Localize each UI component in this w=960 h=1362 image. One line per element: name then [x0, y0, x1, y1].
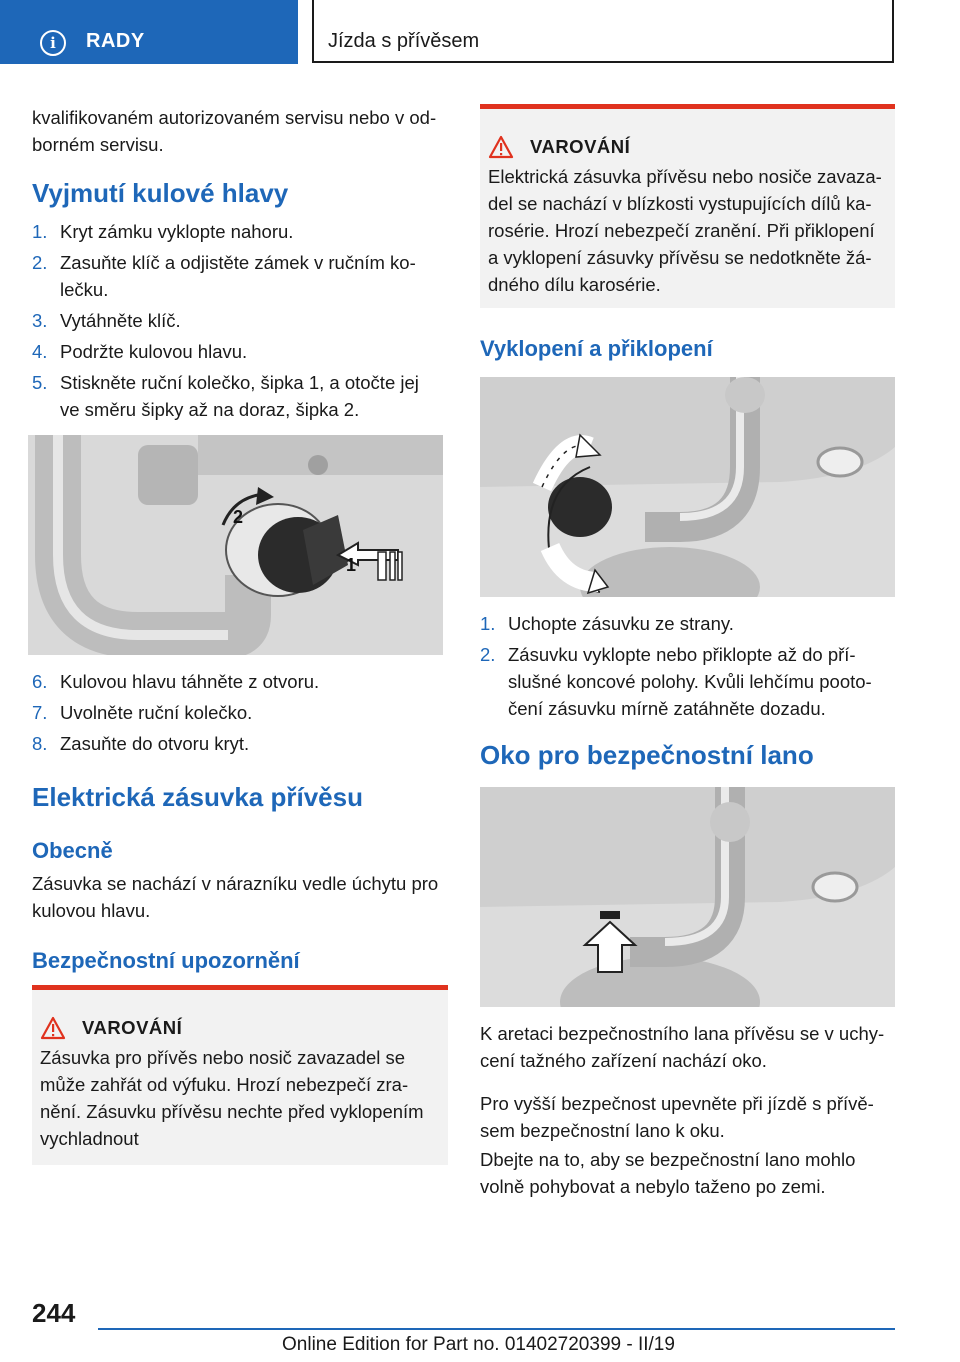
list-item: 1. Kryt zámku vyklopte nahoru. — [32, 221, 294, 242]
list-item: 7. Uvolněte ruční kolečko. — [32, 702, 253, 723]
figure-safety-eye — [480, 787, 895, 1007]
warning-box-2 — [480, 104, 895, 308]
figure-hand-wheel — [28, 435, 443, 655]
safety-heading: Bezpečnostní upozornění — [32, 948, 300, 973]
chapter-title-box — [312, 0, 894, 63]
steps-fold — [480, 610, 895, 726]
eye-text-3: Dbejte na to, aby se bezpečnostní lano mohlo volně pohybovat a nebylo taženo po zemi. — [480, 1149, 856, 1197]
remove-heading: Vyjmutí kulové hlavy — [32, 178, 289, 208]
general-heading: Obecně — [32, 838, 113, 863]
info-icon: i — [40, 30, 66, 56]
list-item: 1. Uchopte zásuvku ze strany. — [480, 613, 734, 634]
safety-eye-illustration — [480, 787, 895, 1007]
list-item: 5. Stiskněte ruční kolečko, šipka 1, a otočte jej ve směru šipky až na doraz, šipka 2. — [32, 372, 419, 420]
chapter-title: Jízda s přívěsem — [328, 30, 480, 52]
steps-remove-a — [32, 218, 442, 427]
warning-title: VAROVÁNÍ — [530, 136, 631, 157]
warning-text: Elektrická zásuvka přívěsu nebo nosiče zavazadel se nachází v blízkosti vystupujících dílů karosérie. Hrozí nebezpečí zranění. Při přiklopení a vyklopení zásuvky přívěsu se nedotkněte žádného dílu karosérie. — [488, 166, 882, 295]
list-item: 6. Kulovou hlavu táhněte z otvoru. — [32, 671, 320, 692]
warning-triangle-icon — [40, 1016, 66, 1040]
figure-label-1: 1 — [346, 555, 357, 575]
warning-text: Zásuvka pro přívěs nebo nosič zavazadel se může zahřát od výfuku. Hrozí nebezpečí zranění. Zásuvku přívěsu nechte před vyklopením vychladnout — [40, 1047, 424, 1149]
socket-heading: Elektrická zásuvka přívěsu — [32, 782, 363, 812]
footer-edition: Online Edition for Part no. 01402720399 - II/19 — [282, 1334, 675, 1355]
list-item: 3. Vytáhněte klíč. — [32, 310, 181, 331]
warning-triangle-icon — [488, 135, 514, 159]
intro-text: kvalifikovaném autorizovaném servisu nebo v odborném servisu. — [32, 107, 437, 155]
warning-box-1 — [32, 985, 448, 1165]
fold-heading: Vyklopení a přiklopení — [480, 336, 713, 361]
list-item: 2. Zasuňte klíč a odjistěte zámek v ručním kolečku. — [32, 252, 416, 300]
list-item: 2. Zásuvku vyklopte nebo přiklopte až do příslušné koncové polohy. Kvůli lehčímu pootočení zásuvku mírně zatáhněte dozadu. — [480, 644, 872, 719]
footer-divider — [98, 1328, 895, 1330]
eye-text-1: K aretaci bezpečnostního lana přívěsu se v uchycení tažného zařízení nachází oko. — [480, 1023, 885, 1071]
section-tab[interactable] — [0, 0, 298, 64]
fold-socket-illustration — [480, 377, 895, 597]
figure-label-2: 2 — [233, 507, 244, 527]
steps-remove-b — [32, 668, 442, 761]
figure-fold-socket — [480, 377, 895, 597]
list-item: 8. Zasuňte do otvoru kryt. — [32, 733, 250, 754]
list-item: 4. Podržte kulovou hlavu. — [32, 341, 248, 362]
section-label: RADY — [86, 30, 145, 52]
warning-title: VAROVÁNÍ — [82, 1017, 183, 1038]
page-number: 244 — [32, 1298, 76, 1328]
eye-text-2: Pro vyšší bezpečnost upevněte při jízdě s přívěsem bezpečnostní lano k oku. — [480, 1093, 874, 1141]
general-text: Zásuvka se nachází v nárazníku vedle úchytu pro kulovou hlavu. — [32, 873, 439, 921]
hand-wheel-illustration — [28, 435, 443, 655]
eye-heading: Oko pro bezpečnostní lano — [480, 740, 814, 770]
